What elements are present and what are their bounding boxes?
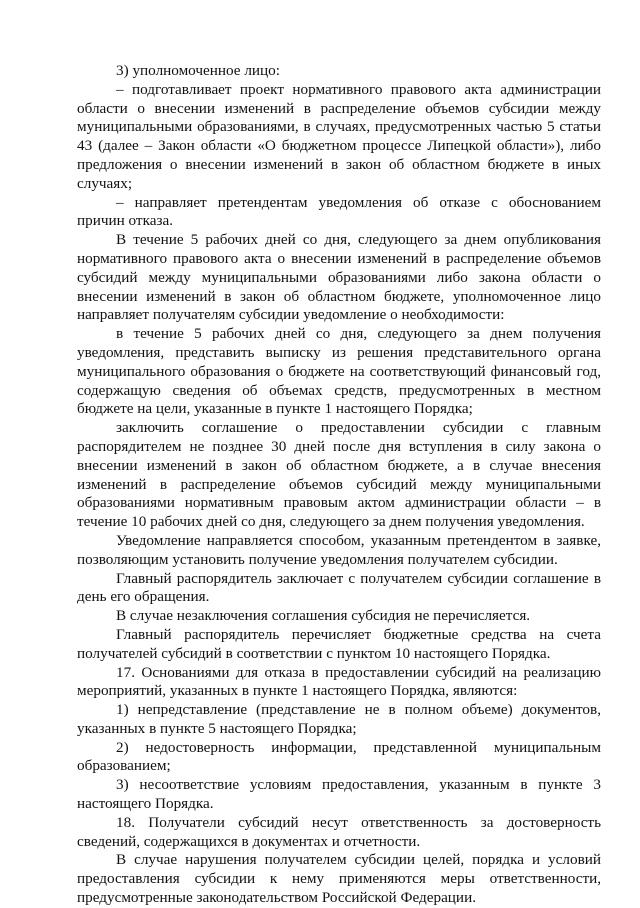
paragraph-section-17-grounds: 17. Основаниями для отказа в предоставлении субсидий на реализацию мероприятий, указанных в пункте 1 настоящего Порядка, являются: bbox=[77, 663, 601, 700]
document-page bbox=[77, 62, 601, 908]
paragraph-section-18-responsibility: 18. Получатели субсидий несут ответственность за достоверность сведений, содержащихся в документах и отчетности. bbox=[77, 813, 601, 850]
paragraph-violation-measures: В случае нарушения получателем субсидии целей, порядка и условий предоставления субсидии к нему применяются меры ответственности, предусмотренные законодательством Российской Федерации. bbox=[77, 851, 601, 907]
paragraph-prepares-draft: – подготавливает проект нормативного правового акта администрации области о внесении изменений в распределение объемов субсидии между муниципальными образованиями, в случаях, предусмотренных частью 5 статьи 43 (далее – Закон области «О бюджетном процессе Липецкой области»), либо предложения о внесении изменений в закон об областном бюджете в иных случаях; bbox=[77, 80, 601, 192]
paragraph-notice-method: Уведомление направляется способом, указанным претендентом в заявке, позволяющим установить получение уведомления получателем субсидии. bbox=[77, 531, 601, 568]
list-item-ground-3: 3) несоответствие условиям предоставления, указанным в пункте 3 настоящего Порядка. bbox=[77, 776, 601, 813]
list-item-ground-2: 2) недостоверность информации, представленной муниципальным образованием; bbox=[77, 738, 601, 775]
paragraph-no-agreement-no-transfer: В случае незаключения соглашения субсидия не перечисляется. bbox=[116, 607, 531, 625]
paragraph-submit-extract: в течение 5 рабочих дней со дня, следующего за днем получения уведомления, представить выписку из решения представительного органа муниципального образования о бюджете на соответствующий финансовый год, содержащую сведения об объемах средств, предусмотренных в местном бюджете на цели, указанные в пункте 1 настоящего Порядка; bbox=[77, 325, 601, 418]
paragraph-transfer-funds: Главный распорядитель перечисляет бюджетные средства на счета получателей субсидий в соответствии с пунктом 10 настоящего Порядка. bbox=[77, 625, 601, 662]
paragraph-sends-refusal: – направляет претендентам уведомления об отказе с обоснованием причин отказа. bbox=[77, 193, 601, 230]
paragraph-agreement-same-day: Главный распорядитель заключает с получателем субсидии соглашение в день его обращения. bbox=[77, 569, 601, 606]
list-item-ground-1: 1) непредставление (представление не в полном объеме) документов, указанных в пункте 5 настоящего Порядка; bbox=[77, 701, 601, 737]
paragraph-conclude-agreement: заключить соглашение о предоставлении субсидии с главным распорядителем не позднее 30 дней после дня вступления в силу закона о внесении изменений в закон об областном бюджете, а в случае внесения изменений в распределение объемов субсидий между муниципальными образованиями нормативным правовым актом администрации области – в течение 10 рабочих дней со дня, следующего за днем получения уведомления. bbox=[77, 419, 601, 531]
paragraph-authorized-person: 3) уполномоченное лицо: bbox=[116, 62, 280, 79]
paragraph-within-5-days-notice: В течение 5 рабочих дней со дня, следующего за днем опубликования нормативного правового акта о внесении изменений в распределение объемов субсидий между муниципальными образованиями либо закона области о внесении изменений в закон об областном бюджете, уполномоченное лицо направляет получателям субсидии уведомление о необходимости: bbox=[77, 231, 601, 324]
